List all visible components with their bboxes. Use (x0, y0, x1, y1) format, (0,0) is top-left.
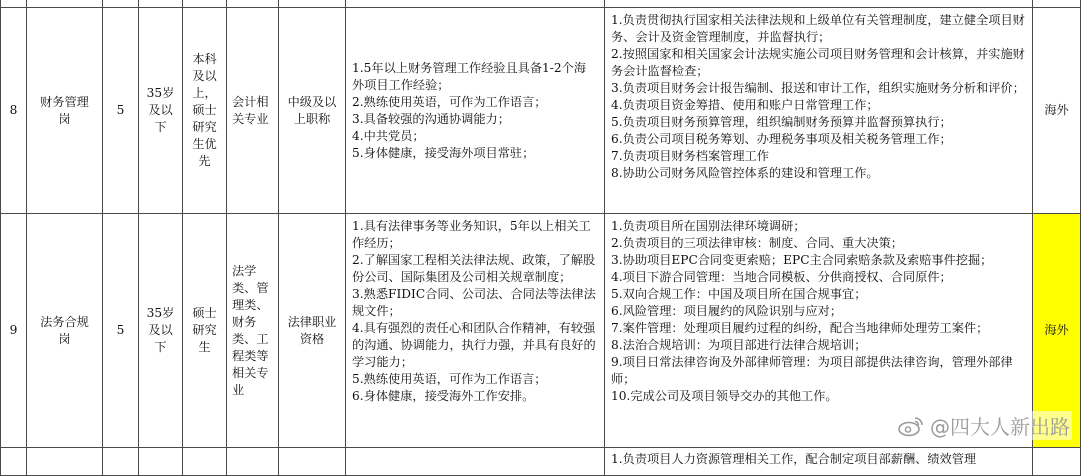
duty-line: 3.负责项目财务会计报告编制、报送和审计工作，组织实施财务分析和评价； (611, 81, 1025, 95)
requirement-line: 4.具有强烈的责任心和团队合作精神，有较强的沟通、协调能力，执行力强，并具有良好的学习能力； (352, 321, 596, 369)
duty-line: 2.负责项目的三项法律审核：制度、合同、重大决策； (611, 236, 903, 250)
duty-line: 4.负责项目资金筹措、使用和账户日常管理工作； (611, 98, 879, 112)
duty-line: 5.双向合规工作：中国及项目所在国合规事宜； (611, 287, 867, 301)
duty-line: 3.协助项目EPC合同变更索赔；EPC主合同索赔条款及索赔事件挖掘； (611, 253, 993, 267)
cell-major: 会计相关专业 (227, 8, 279, 214)
cell-position: 财务管理岗 (27, 8, 103, 214)
duty-line: 5.负责项目财务预算管理，组织编制财务预算并监督预算执行； (611, 115, 952, 129)
duty-line: 2.按照国家和相关国家会计法规实施公司项目财务管理和会计核算，并实施财务会计监督检查； (611, 47, 1025, 78)
requirement-line: 3.熟悉FIDIC合同、公司法、合同法等法律法规文件； (352, 287, 596, 318)
duty-line: 1.负责项目所在国别法律环境调研； (611, 219, 806, 233)
cell-title: 中级及以上职称 (279, 8, 346, 214)
cell-requirements (346, 214, 605, 448)
duty-line: 10.完成公司及项目领导交办的其他工作。 (611, 389, 838, 403)
cell-no: 9 (1, 214, 27, 448)
requirement-line: 4.中共党员； (352, 128, 425, 143)
requirement-line: 5.身体健康，接受海外项目常驻； (352, 145, 535, 160)
cell-age: 35岁及以下 (139, 8, 183, 214)
cell-age: 35岁及以下 (139, 214, 183, 448)
cell-count: 5 (103, 8, 139, 214)
requirement-line: 1.具有法律事务等业务知识，5年以上相关工作经历； (352, 219, 591, 250)
duty-line: 7.负责项目财务档案管理工作 (611, 149, 769, 163)
duty-line: 1.负责贯彻执行国家相关法律法规和上级单位有关管理制度，建立健全项目财务、会计及资金管理制度，并监督执行； (611, 13, 1025, 44)
weibo-logo-icon (898, 416, 924, 436)
cell-no: 8 (1, 8, 27, 214)
cell-duties-partial: 1.负责项目人力资源管理相关工作，配合制定项目部薪酬、绩效管理 (605, 448, 1033, 476)
requirement-line: 1.5年以上财务管理工作经验且具备1-2个海外项目工作经验； (352, 60, 587, 92)
requirement-line: 5.熟练使用英语，可作为工作语言； (352, 372, 547, 386)
cell-position: 法务合规岗 (27, 214, 103, 448)
cell-count: 5 (103, 214, 139, 448)
duty-line: 6.风险管理：项目履约的风险识别与应对； (611, 304, 843, 318)
duty-line: 4.项目下游合同管理：当地合同模板、分供商授权、合同原件； (611, 270, 952, 284)
requirement-line: 2.了解国家工程相关法律法规、政策，了解股份公司、国际集团及公司相关规章制度； (352, 253, 596, 284)
cell-education: 硕士研究生 (183, 214, 227, 448)
watermark-text: @四大人新出路 (930, 415, 1070, 439)
cell-requirements (346, 8, 605, 214)
duty-line: 8.法治合规培训：为项目部进行法律合规培训； (611, 338, 867, 352)
cell-major: 法学类、管理类、财务类、工程类等相关专业 (227, 214, 279, 448)
cell-education: 本科及以上，硕士研究生优先 (183, 8, 227, 214)
duty-line: 8.协助公司财务风险管控体系的建设和管理工作。 (611, 166, 879, 180)
cell-location: 海外 (1033, 8, 1081, 214)
cell-location-highlighted: 海外 (1033, 214, 1081, 448)
table-row-next (1, 448, 1081, 476)
duty-line: 7.案件管理：处理项目履约过程的纠纷，配合当地律师处理劳工案件； (611, 321, 989, 335)
requirement-line: 3.具备较强的沟通协调能力； (352, 111, 510, 126)
watermark (896, 411, 1072, 440)
cell-title: 法律职业资格 (279, 214, 346, 448)
table-row (1, 8, 1081, 214)
cell-duties (605, 8, 1033, 214)
duty-line: 6.负责公司项目税务筹划、办理税务事项及相关税务管理工作； (611, 132, 952, 146)
requirement-line: 6.身体健康，接受海外工作安排。 (352, 389, 535, 403)
requirement-line: 2.熟练使用英语，可作为工作语言； (352, 94, 547, 109)
duty-line: 9.项目日常法律咨询及外部律师管理：为项目部提供法律咨询，管理外部律师； (611, 355, 1013, 386)
table-row-previous (1, 0, 1081, 8)
